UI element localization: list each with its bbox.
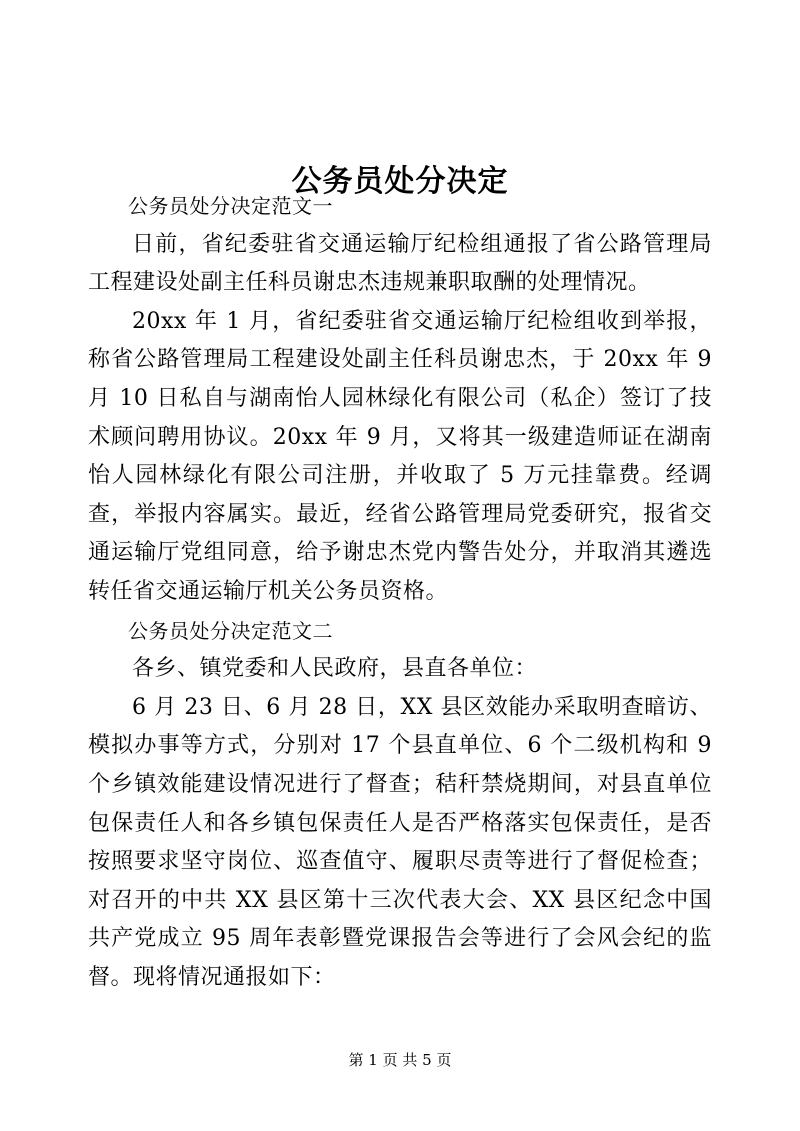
- section-heading-2: 公务员处分决定范文二: [128, 618, 333, 643]
- section-heading-1: 公务员处分决定范文一: [128, 194, 333, 218]
- page-number: 第 1 页 共 5 页: [348, 1051, 452, 1069]
- paragraph-3: 各乡、镇党委和人民政府，县直各单位：: [132, 656, 538, 682]
- paragraph-4: 6 月 23 日、6 月 28 日，XX 县区效能办采取明查暗访、模拟办事等方式，分别对 17 个县直单位、6 个二级机构和 9 个乡镇效能建设情况进行了督查；秸秆禁烧期间，对县直单位包保责任人和各乡镇包保责任人是否严格落实包保责任，是否按照要求坚守岗位、巡查值守、履职尽责等进行了督促检查；对召开的中共 XX 县区第十三次代表大会、XX 县区纪念中国共产党成立 95 周年表彰暨党课报告会等进行了会风会纪的监督。现将情况通报如下：: [88, 694, 712, 990]
- document-body: [88, 187, 712, 997]
- paragraph-2: 20xx 年 1 月，省纪委驻省交通运输厅纪检组收到举报，称省公路管理局工程建设处副主任科员谢忠杰，于 20xx 年 9 月 10 日私自与湖南怡人园林绿化有限公司（私企）签订了技术顾问聘用协议。20xx 年 9 月，又将其一级建造师证在湖南怡人园林绿化有限公司注册，并收取了 5 万元挂靠费。经调查，举报内容属实。最近，经省公路管理局党委研究，报省交通运输厅党组同意，给予谢忠杰党内警告处分，并取消其遴选转任省交通运输厅机关公务员资格。: [88, 308, 712, 604]
- paragraph-1: 日前，省纪委驻省交通运输厅纪检组通报了省公路管理局工程建设处副主任科员谢忠杰违规兼职取酬的处理情况。: [88, 231, 712, 296]
- page-title: 公务员处分决定: [291, 164, 509, 200]
